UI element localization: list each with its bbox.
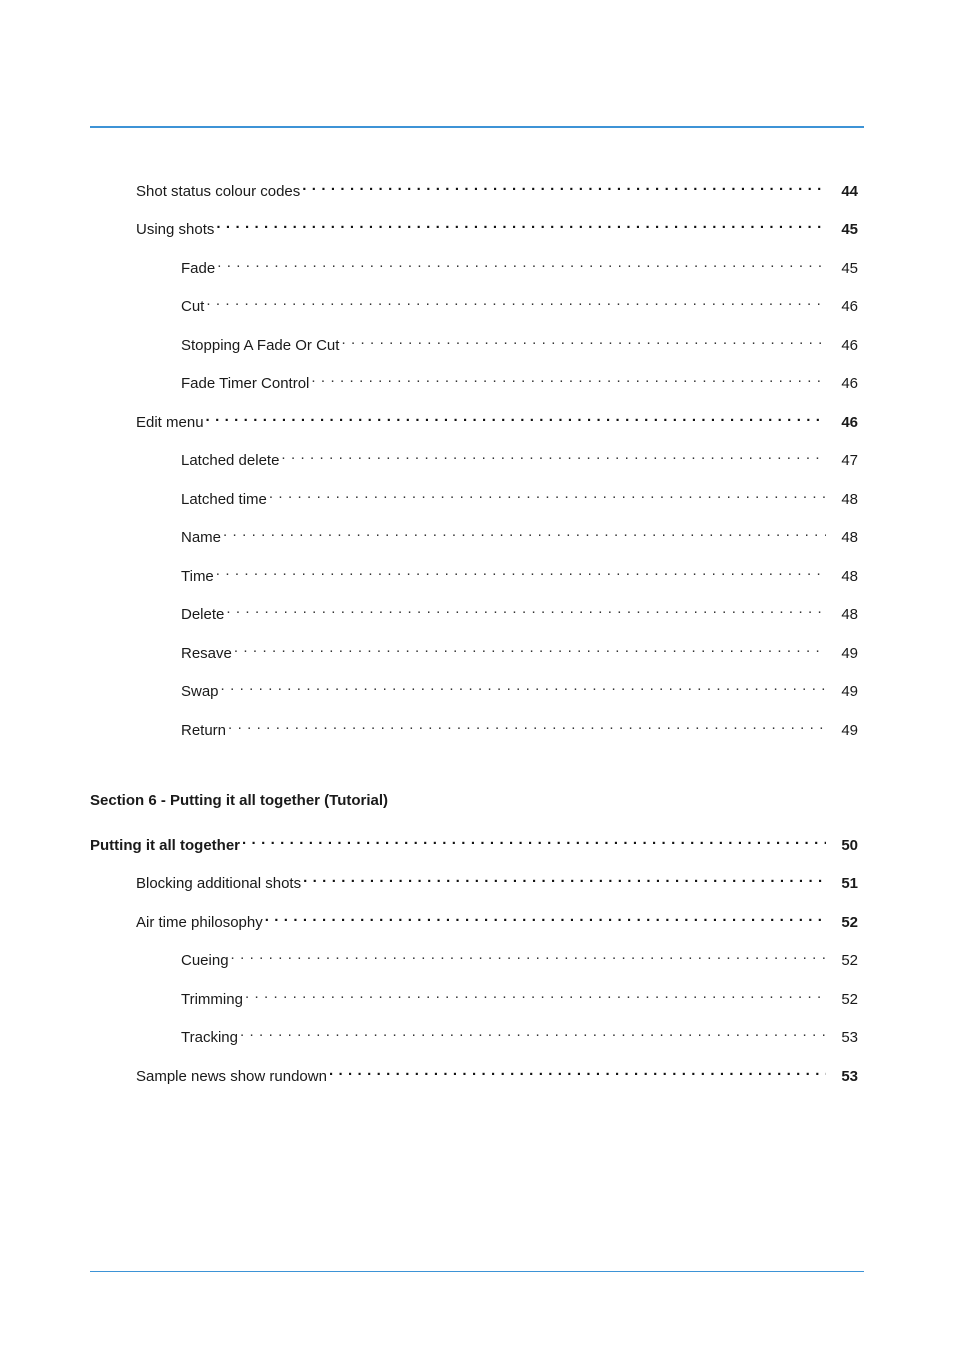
toc-entry-label: Putting it all together xyxy=(90,837,240,854)
toc-entry[interactable] xyxy=(136,868,858,892)
toc-entry[interactable] xyxy=(181,715,858,739)
dot-leader xyxy=(216,214,826,234)
toc-entry[interactable] xyxy=(90,830,858,854)
dot-leader xyxy=(329,1061,826,1081)
toc-entry-label: Name xyxy=(181,529,222,546)
toc-entry-page: 44 xyxy=(826,182,858,202)
toc-entry-page: 45 xyxy=(826,220,858,240)
dot-leader xyxy=(311,368,826,388)
toc-entry-label: Blocking additional shots xyxy=(136,875,302,892)
toc-entry[interactable] xyxy=(181,638,858,662)
toc-entry-label: Using shots xyxy=(136,221,215,238)
dot-leader xyxy=(206,291,826,311)
toc-entry[interactable] xyxy=(136,1061,858,1085)
toc-entry-label: Return xyxy=(181,722,227,739)
toc-entry[interactable] xyxy=(181,945,858,969)
toc-entry-label: Fade xyxy=(181,260,216,277)
toc-entry-label: Stopping A Fade Or Cut xyxy=(181,337,340,354)
toc-entry-page: 46 xyxy=(826,336,858,356)
toc-entry-label: Sample news show rundown xyxy=(136,1068,327,1085)
toc-entry-page: 47 xyxy=(826,451,858,471)
toc-entry-page: 49 xyxy=(826,721,858,741)
toc-entry-page: 46 xyxy=(826,297,858,317)
toc-entry[interactable] xyxy=(136,407,858,431)
toc-entry-page: 48 xyxy=(826,528,858,548)
dot-leader xyxy=(269,484,826,504)
dot-leader xyxy=(281,445,826,465)
toc-entry[interactable] xyxy=(181,599,858,623)
toc-entry[interactable] xyxy=(136,907,858,931)
toc-entry[interactable] xyxy=(181,368,858,392)
dot-leader xyxy=(226,599,826,619)
dot-leader xyxy=(223,522,826,542)
toc-entry[interactable] xyxy=(136,214,858,238)
toc-entry-page: 45 xyxy=(826,259,858,279)
toc-entry-page: 48 xyxy=(826,567,858,587)
toc-entry[interactable] xyxy=(181,330,858,354)
toc-entry-page: 51 xyxy=(826,874,858,894)
dot-leader xyxy=(240,1022,826,1042)
dot-leader xyxy=(245,984,826,1004)
dot-leader xyxy=(221,676,826,696)
dot-leader xyxy=(231,945,826,965)
toc-entry-label: Trimming xyxy=(181,991,243,1008)
dot-leader xyxy=(228,715,826,735)
toc-entry-page: 48 xyxy=(826,605,858,625)
toc-entry-label: Edit menu xyxy=(136,414,204,431)
toc-entry-page: 49 xyxy=(826,682,858,702)
toc-entry-label: Fade Timer Control xyxy=(181,375,310,392)
dot-leader xyxy=(265,907,826,927)
toc-entry[interactable] xyxy=(181,522,858,546)
footer-rule xyxy=(90,1271,864,1272)
dot-leader xyxy=(234,638,826,658)
section-heading: Section 6 - Putting it all together (Tutorial) xyxy=(90,792,389,809)
toc-entry[interactable] xyxy=(181,253,858,277)
toc-entry-page: 46 xyxy=(826,413,858,433)
toc-entry-label: Latched delete xyxy=(181,452,280,469)
toc-entry[interactable] xyxy=(181,676,858,700)
toc-entry-page: 52 xyxy=(826,951,858,971)
dot-leader xyxy=(341,330,826,350)
toc-entry[interactable] xyxy=(181,561,858,585)
toc-entry-page: 48 xyxy=(826,490,858,510)
dot-leader xyxy=(216,561,826,581)
toc-entry-label: Resave xyxy=(181,645,232,662)
dot-leader xyxy=(217,253,826,273)
toc-entry-label: Shot status colour codes xyxy=(136,183,301,200)
toc-entry-page: 52 xyxy=(826,913,858,933)
toc-entry-label: Swap xyxy=(181,683,219,700)
toc-entry[interactable] xyxy=(136,176,858,200)
toc-entry-label: Air time philosophy xyxy=(136,914,263,931)
toc-entry-page: 53 xyxy=(826,1067,858,1087)
toc-entry-label: Latched time xyxy=(181,491,267,508)
toc-entry-page: 50 xyxy=(826,836,858,856)
toc-entry-page: 46 xyxy=(826,374,858,394)
toc-entry-page: 52 xyxy=(826,990,858,1010)
toc-entry[interactable] xyxy=(181,1022,858,1046)
dot-leader xyxy=(303,868,826,888)
toc-entry-label: Delete xyxy=(181,606,225,623)
toc-entry-label: Cut xyxy=(181,298,205,315)
toc-entry[interactable] xyxy=(181,984,858,1008)
dot-leader xyxy=(206,407,826,427)
toc-entry[interactable] xyxy=(181,445,858,469)
toc-entry[interactable] xyxy=(181,291,858,315)
dot-leader xyxy=(302,176,826,196)
toc-entry-page: 49 xyxy=(826,644,858,664)
toc-entry-page: 53 xyxy=(826,1028,858,1048)
toc-entry-label: Time xyxy=(181,568,214,585)
dot-leader xyxy=(242,830,826,850)
toc-entry-label: Cueing xyxy=(181,952,229,969)
toc-entry[interactable] xyxy=(181,484,858,508)
toc-entry-label: Tracking xyxy=(181,1029,238,1046)
